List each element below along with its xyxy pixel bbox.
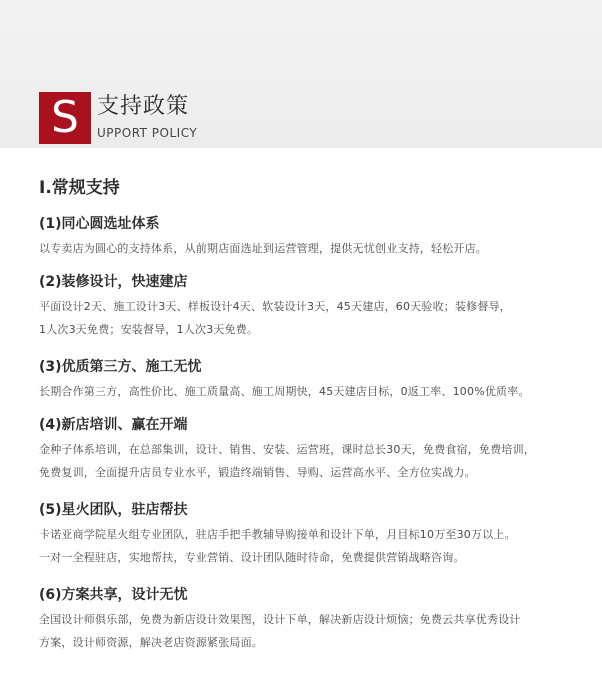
policy-item-text: 平面设计2天、施工设计3天、样板设计4天、软装设计3天，45天建店，60天验收；装修督导，	[39, 300, 511, 313]
policy-content	[39, 176, 579, 670]
policy-item	[39, 272, 579, 343]
page-subtitle: UPPORT POLICY	[97, 126, 198, 140]
policy-item-title: (5)星火团队，驻店帮扶	[39, 502, 188, 518]
section-logo-badge	[39, 92, 91, 144]
policy-item-text: 以专卖店为圆心的支持体系，从前期店面选址到运营管理，提供无忧创业支持，轻松开店。	[39, 242, 487, 255]
policy-item-text: 方案，设计师资源，解决老店资源紧张局面。	[39, 636, 263, 649]
policy-item	[39, 214, 579, 258]
policy-item	[39, 357, 579, 401]
policy-item-text: 卡诺亚商学院星火组专业团队，驻店手把手教辅导购接单和设计下单，月目标10万至30万以上。	[39, 528, 516, 541]
policy-item-title: (4)新店培训、赢在开端	[39, 417, 188, 433]
policy-item-title: (6)方案共享，设计无忧	[39, 587, 188, 603]
policy-item-text: 免费复训，全面提升店员专业水平，锻造终端销售、导购、运营高水平、全方位实战力。	[39, 466, 476, 479]
page-title: 支持政策	[97, 94, 190, 119]
section-heading: I.常规支持	[39, 178, 120, 198]
policy-item-text: 一对一全程驻店，实地帮扶，专业营销、设计团队随时待命，免费提供营销战略咨询。	[39, 551, 465, 564]
policy-item	[39, 500, 579, 571]
policy-item	[39, 415, 579, 486]
policy-item	[39, 585, 579, 656]
policy-item-text: 长期合作第三方，高性价比、施工质量高、施工周期快，45天建店目标，0返工率、100%优质率。	[39, 385, 530, 398]
policy-item-text: 1人次3天免费；安装督导，1人次3天免费。	[39, 323, 259, 336]
policy-item-text: 金种子体系培训，在总部集训，设计、销售、安装、运营班，课时总长30天，免费食宿，免费培训，	[39, 443, 535, 456]
logo-letter: S	[51, 92, 79, 143]
policy-item-title: (2)装修设计，快速建店	[39, 274, 188, 290]
policy-item-text: 全国设计师俱乐部，免费为新店设计效果图，设计下单，解决新店设计烦恼；免费云共享优秀设计	[39, 613, 521, 626]
policy-item-title: (1)同心圆选址体系	[39, 216, 160, 232]
policy-item-title: (3)优质第三方、施工无忧	[39, 359, 202, 375]
